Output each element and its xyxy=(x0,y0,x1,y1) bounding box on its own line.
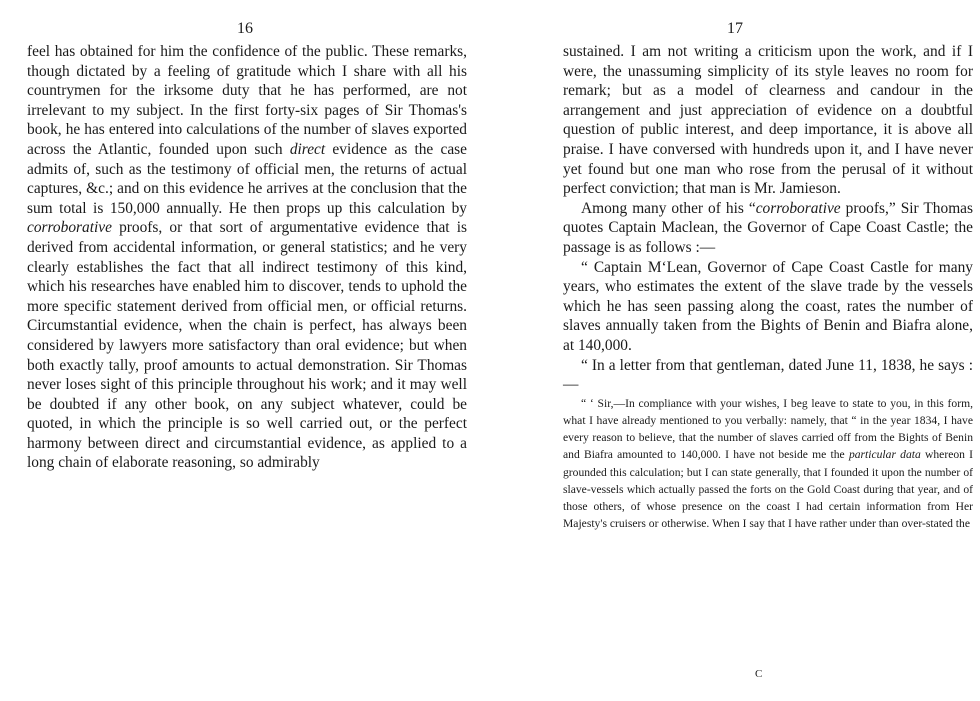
signature-mark: C xyxy=(755,668,764,680)
text-run: feel has obtained for him the confidence of the public. These remarks, though dictated by a feeling of gratitude which I share with all his countrymen for the irksome duty that he has performed, are not irrelevant to my subject. In the first forty-six pages of Sir Thomas's book, he has entered into calculations of the number of slaves exported across the Atlantic, founded upon such xyxy=(27,43,467,158)
block-quote xyxy=(563,395,973,533)
page-number: 16 xyxy=(237,20,253,37)
paragraph: “ Captain M‘Lean, Governor of Cape Coast Castle for many years, who estimates the extent of the slave trade by the vessels which he has seen passing along the coast, rates the number of slaves annually taken from the Bights of Benin and Biafra alone, at 140,000. xyxy=(563,258,973,354)
paragraph xyxy=(563,199,973,258)
text-run: proofs,” Sir Thomas quotes Captain Maclean, the Governor of Cape Coast Castle; the passage is as follows :— xyxy=(563,199,973,256)
italic-text: particular data xyxy=(848,448,921,462)
text-run: Among many other of his “ xyxy=(581,199,756,217)
right-page xyxy=(490,0,980,701)
italic-text: corroborative xyxy=(27,219,112,237)
text-run: whereon I grounded this calculation; but I can state generally, that I founded it upon the number of slave-vessels which actually passed the forts on the Gold Coast during that year, and of those others, of whose presence on the coast I had certain information from Her Majesty's cruisers or otherwise. When I say that I have rather under than over-stated the xyxy=(563,448,974,531)
paragraph xyxy=(27,42,467,473)
page-number: 17 xyxy=(727,20,743,37)
italic-text: corroborative xyxy=(755,199,841,217)
text-run: proofs, or that sort of argumentative evidence that is derived from accidental information, or general statistics; and he very clearly establishes the fact that all indirect testimony of this kind, which his researches have enabled him to discover, tends to uphold the more specific statement derived from official men, or official returns. Circumstantial evidence, when the chain is perfect, has always been considered by lawyers more satisfactory than oral evidence; but when both exactly tally, proof amounts to actual demonstration. Sir Thomas never loses sight of this principle throughout his work; and it may well be doubted if any other book, on any subject whatever, could be quoted, in which the principle is so well carried out, or the perfect harmony between direct and circumstantial evidence, as applied to a long chain of elaborate reasoning, so admirably xyxy=(27,219,467,472)
paragraph: “ In a letter from that gentleman, dated June 11, 1838, he says :— xyxy=(563,356,973,394)
paragraph: sustained. I am not writing a criticism upon the work, and if I were, the unassuming simplicity of its style leaves no room for remark; but as a model of clearness and candour in the arrangement and just appreciation of evidence on a doubtful question of public interest, and deep importance, it is above all praise. I have conversed with hundreds upon it, and I have never yet found but one man who rose from the perusal of it without perfect conviction; that man is Mr. Jamieson. xyxy=(563,43,973,198)
page-body xyxy=(563,42,973,532)
text-run: evidence as the case admits of, such as the testimony of official men, the returns of actual captures, &c.; and on this evidence he arrives at the conclusion that the sum total is 150,000 annually. He then props up this calculation by xyxy=(27,140,467,217)
page-body xyxy=(27,42,467,473)
italic-text: direct xyxy=(289,140,326,158)
text-run: “ ‘ Sir,—In compliance with your wishes, I beg leave to state to you, in this form, what I have already mentioned to you verbally: namely, that “ in the year 1834, I have every reason to believe, that the number of slaves carried off from the Bights of Benin and Biafra amounted to 140,000. I have not beside me the xyxy=(563,396,973,462)
